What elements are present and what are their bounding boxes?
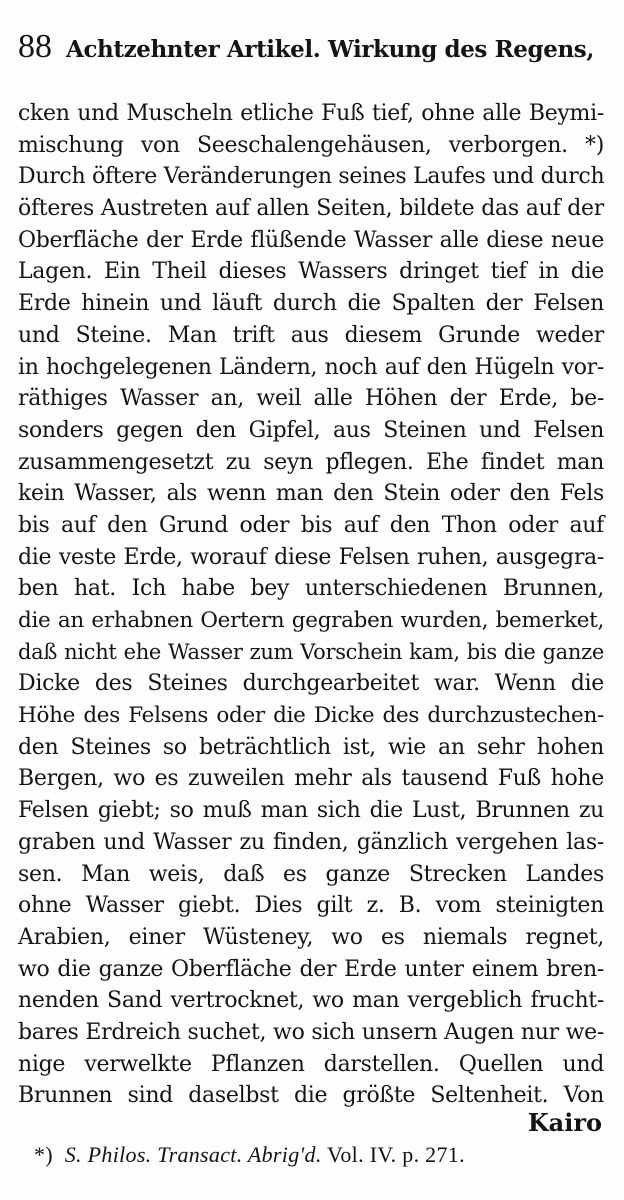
text-line: wo die ganze Oberfläche der Erde unter einem bren- <box>18 956 604 982</box>
text-line: Höhe des Felsens oder die Dicke des durchzustechen- <box>18 703 604 729</box>
text-line: Lagen. Ein Theil dieses Wassers dringet tief in die <box>18 259 604 285</box>
page-number: 88 <box>18 28 52 65</box>
text-line: räthiges Wasser an, weil alle Höhen der Erde, be- <box>18 386 604 412</box>
text-line: Arabien, einer Wüsteney, wo es niemals regnet, <box>18 924 604 950</box>
footnote-marker: *) <box>34 1142 53 1167</box>
text-line: Dicke des Steines durchgearbeitet war. Wenn die <box>18 671 604 697</box>
body-text <box>18 98 604 1112</box>
text-line: sen. Man weis, daß es ganze Strecken Landes <box>18 861 604 887</box>
text-line: Durch öftere Veränderungen seines Laufes und durch <box>18 164 605 190</box>
page-header <box>18 28 608 88</box>
text-line: und Steine. Man trift aus diesem Grunde weder <box>18 322 604 348</box>
text-line: ben hat. Ich habe bey unterschiedenen Brunnen, <box>18 576 604 602</box>
footnote-source: S. Philos. Transact. Abrig'd. <box>64 1142 322 1167</box>
catchword: Kairo <box>527 1108 602 1137</box>
running-title: Achtzehnter Artikel. Wirkung des Regens, <box>66 36 594 63</box>
text-line: bis auf den Grund oder bis auf den Thon oder auf <box>18 512 604 538</box>
footnote-reference: Vol. IV. p. 271. <box>327 1142 465 1167</box>
text-line: cken und Muscheln etliche Fuß tief, ohne alle Beymi- <box>18 101 604 126</box>
text-line: nige verwelkte Pflanzen darstellen. Quellen und <box>18 1051 604 1077</box>
text-line: Felsen giebt; so muß man sich die Lust, Brunnen zu <box>18 798 604 824</box>
text-line: daß nicht ehe Wasser zum Vorschein kam, bis die ganze <box>18 639 604 664</box>
text-line: ohne Wasser giebt. Dies gilt z. B. vom steinigten <box>18 893 604 919</box>
text-line: zusammengesetzt zu seyn pflegen. Ehe findet man <box>18 449 604 475</box>
text-line: in hochgelegenen Ländern, noch auf den Hügeln vor- <box>18 354 604 380</box>
text-line: Erde hinein und läuft durch die Spalten der Felsen <box>18 291 604 317</box>
text-line: die veste Erde, worauf diese Felsen ruhen, ausgegra- <box>18 544 604 570</box>
text-line: Bergen, wo es zuweilen mehr als tausend Fuß hohe <box>18 766 604 792</box>
text-line: die an erhabnen Oertern gegraben wurden, bemerket, <box>18 608 604 633</box>
text-line: den Steines so beträchtlich ist, wie an sehr hohen <box>18 734 604 760</box>
text-line: graben und Wasser zu finden, gänzlich vergehen las- <box>18 829 604 855</box>
text-line: sonders gegen den Gipfel, aus Steinen und Felsen <box>18 417 604 443</box>
text-line: öfteres Austreten auf allen Seiten, bildete das auf der <box>18 196 604 222</box>
text-line: kein Wasser, als wenn man den Stein oder den Fels <box>18 481 604 507</box>
text-line: mischung von Seeschalengehäusen, verborgen. *) <box>18 132 604 158</box>
text-line: bares Erdreich suchet, wo sich unsern Augen nur we- <box>18 1019 604 1045</box>
text-line: Oberfläche der Erde flüßende Wasser alle diese neue <box>18 227 604 253</box>
footnote <box>34 1142 594 1168</box>
text-line: Brunnen sind daselbst die größte Seltenheit. Von <box>18 1083 604 1109</box>
text-line: nenden Sand vertrocknet, wo man vergeblich frucht- <box>18 988 604 1014</box>
